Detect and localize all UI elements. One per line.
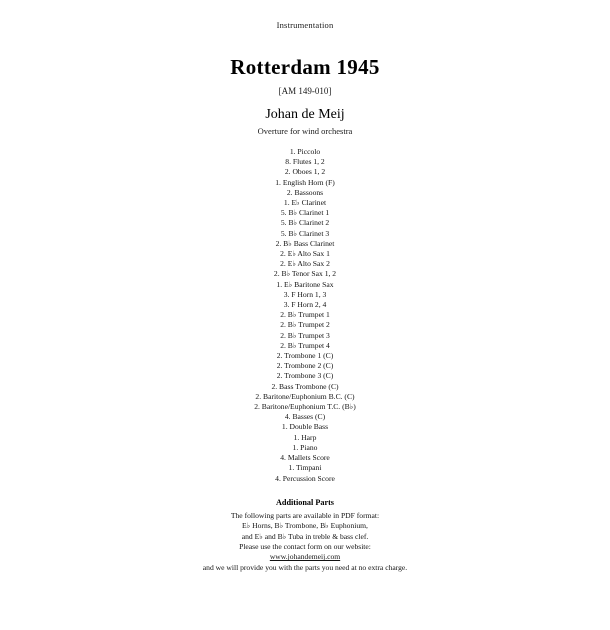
list-item: 5. B♭ Clarinet 1: [280, 208, 330, 218]
list-item: 1. Piano: [292, 442, 318, 452]
document-page: [0, 20, 610, 630]
list-item: 1. E♭ Baritone Sax: [276, 279, 334, 289]
list-item: 2. Oboes 1, 2: [284, 167, 326, 177]
work-subtitle: Overture for wind orchestra: [257, 126, 353, 136]
additional-line: E♭ Horns, B♭ Trombone, B♭ Euphonium,: [242, 521, 368, 531]
list-item: 1. English Horn (F): [275, 177, 335, 187]
list-item: 4. Percussion Score: [275, 473, 335, 483]
list-item: 2. E♭ Alto Sax 2: [280, 259, 330, 269]
list-item: 4. Mallets Score: [280, 453, 330, 463]
additional-line: Please use the contact form on our website:: [239, 541, 371, 551]
additional-line: and E♭ and B♭ Tuba in treble & bass clef.: [241, 531, 369, 541]
catalog-number: [AM 149-010]: [278, 86, 332, 96]
list-item: 5. B♭ Clarinet 2: [280, 218, 330, 228]
instrumentation-list: [0, 147, 610, 484]
list-item: 3. F Horn 1, 3: [283, 289, 327, 299]
list-item: 2. E♭ Alto Sax 1: [280, 249, 330, 259]
list-item: 4. Basses (C): [284, 412, 326, 422]
list-item: 2. Bass Trombone (C): [271, 381, 339, 391]
composer-name: Johan de Meij: [265, 107, 345, 122]
list-item: 2. Trombone 2 (C): [276, 361, 334, 371]
list-item: 2. B♭ Trumpet 4: [280, 340, 330, 350]
list-item: 1. Double Bass: [281, 422, 329, 432]
list-item: 2. B♭ Tenor Sax 1, 2: [273, 269, 337, 279]
additional-closing-line: and we will provide you with the parts you need at no extra charge.: [202, 562, 408, 572]
list-item: 1. Timpani: [288, 463, 322, 473]
additional-parts-heading: Additional Parts: [275, 497, 334, 507]
list-item: 2. B♭ Trumpet 3: [280, 330, 330, 340]
list-item: 1. Harp: [293, 432, 317, 442]
list-item: 3. F Horn 2, 4: [283, 300, 327, 310]
page-title: Rotterdam 1945: [230, 55, 380, 79]
list-item: 2. Trombone 1 (C): [276, 351, 334, 361]
list-item: 8. Flutes 1, 2: [285, 157, 325, 167]
list-item: 5. B♭ Clarinet 3: [280, 228, 330, 238]
additional-parts-body: [0, 511, 610, 573]
page-header: Instrumentation: [276, 20, 334, 30]
list-item: 2. Baritone/Euphonium T.C. (B♭): [254, 402, 356, 412]
list-item: 1. Piccolo: [289, 147, 321, 156]
list-item: 1. E♭ Clarinet: [283, 198, 327, 208]
additional-line: The following parts are available in PDF format:: [230, 510, 380, 520]
website-link[interactable]: www.johandemeij.com: [269, 552, 341, 562]
list-item: 2. B♭ Trumpet 1: [280, 310, 330, 320]
list-item: 2. Trombone 3 (C): [276, 371, 334, 381]
list-item: 2. B♭ Trumpet 2: [280, 320, 330, 330]
list-item: 2. Baritone/Euphonium B.C. (C): [255, 391, 355, 401]
list-item: 2. B♭ Bass Clarinet: [275, 238, 335, 248]
list-item: 2. Bassoons: [286, 187, 324, 197]
